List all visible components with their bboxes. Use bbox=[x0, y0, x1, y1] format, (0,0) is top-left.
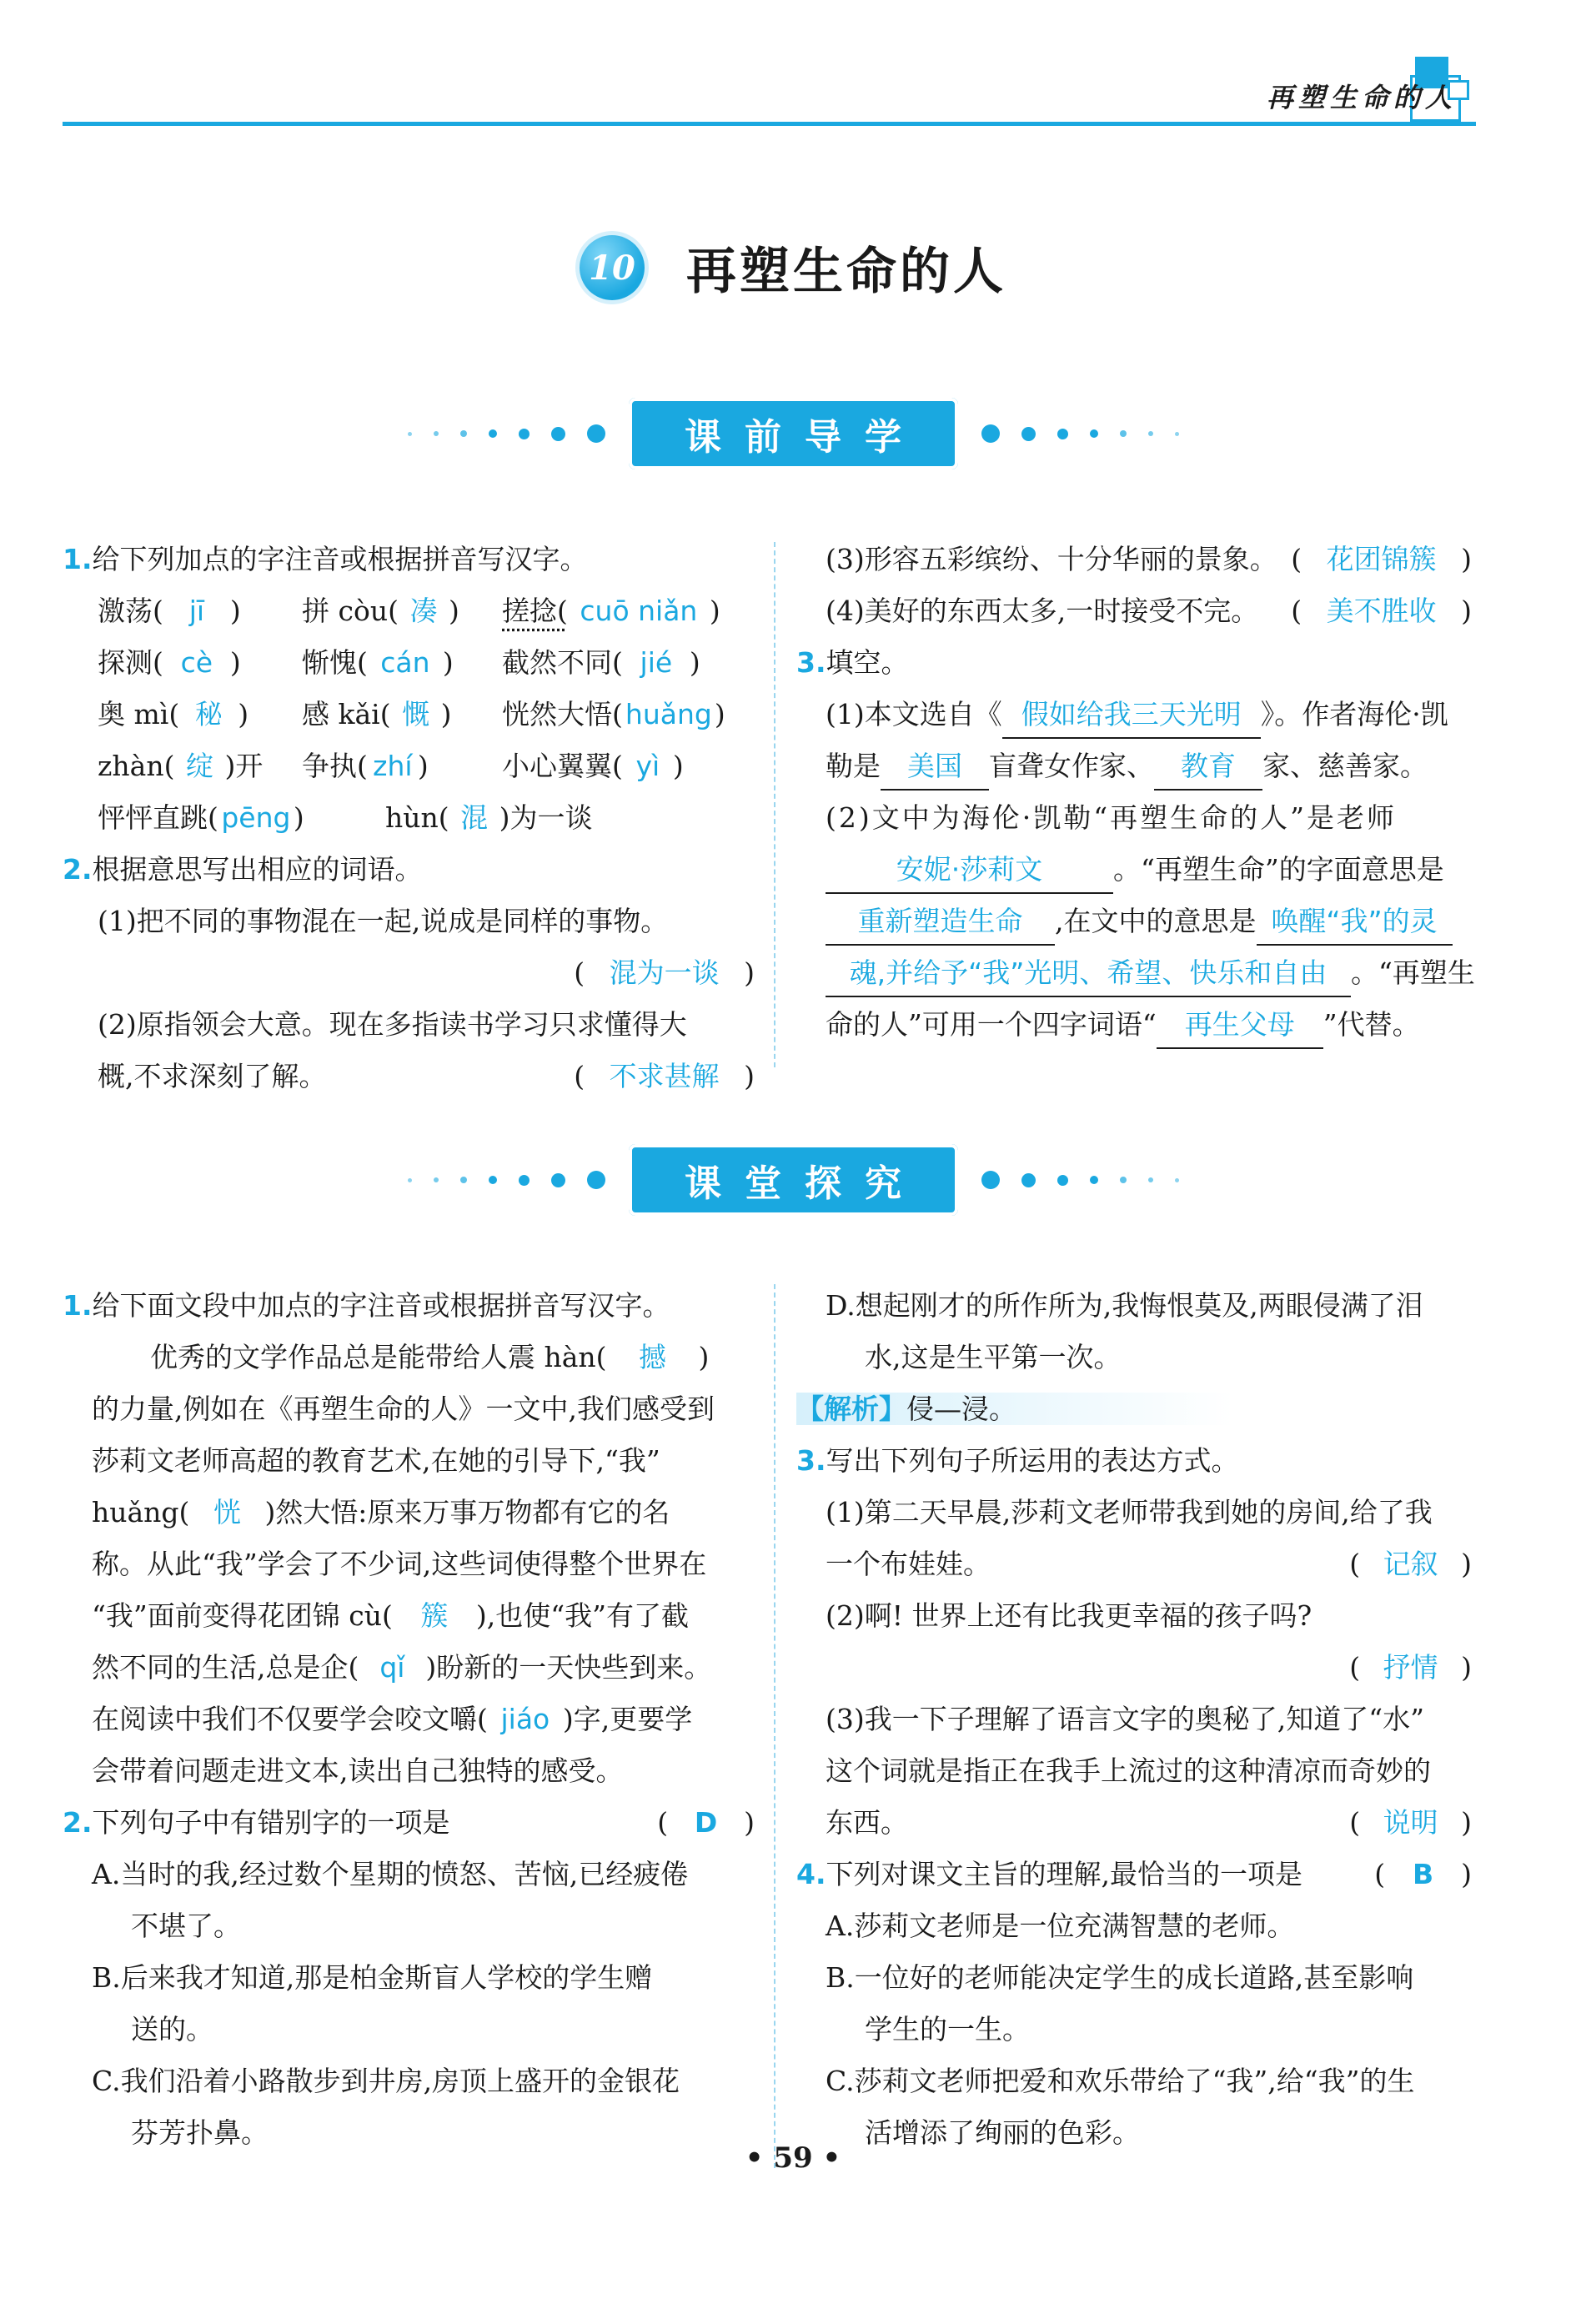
pre-q3-line4: 安妮·莎莉文 。“再塑生命”的字面意思是 bbox=[796, 844, 1472, 896]
pre-q1-row1: 激荡( jī ) 拼 còu( 凑 ) 搓捻( cuō niǎn ) bbox=[98, 595, 720, 627]
pre-q3-line6: 魂,并给予“我”光明、希望、快乐和自由 。“再塑生 bbox=[796, 947, 1472, 999]
pre-left-column bbox=[63, 534, 755, 1102]
pre-q2-item1: (1)把不同的事物混在一起,说成是同样的事物。 bbox=[98, 905, 669, 937]
banner-dots-left-2 bbox=[408, 1171, 605, 1189]
pre-q3-line2: 勒是 美国 盲聋女作家、 教育 家、慈善家。 bbox=[796, 740, 1472, 792]
section-title-class: 课堂探究 bbox=[629, 1144, 958, 1216]
running-title: 再塑生命的人 bbox=[1266, 82, 1457, 113]
class-q1-line7: 然不同的生活,总是企( qǐ )盼新的一天快些到来。 bbox=[92, 1651, 712, 1684]
banner-dots-left bbox=[408, 424, 605, 443]
pre-q2-answer1: ( 混为一谈 ) bbox=[574, 956, 755, 989]
lesson-title: 再塑生命的人 bbox=[686, 243, 1006, 301]
lesson-number-badge: 10 bbox=[580, 235, 645, 300]
class-q2-optB2: 送的。 bbox=[131, 2013, 213, 2045]
pre-q1-row4: zhàn( 绽 )开 争执( zhí ) 小心翼翼( yì ) bbox=[98, 750, 684, 782]
class-q2-optC2: 芬芳扑鼻。 bbox=[131, 2116, 269, 2149]
class-q3-s3c: 东西。 ( 说明 ) bbox=[826, 1806, 1472, 1839]
class-q1-line2: 的力量,例如在《再塑生命的人》一文中,我们感受到 bbox=[92, 1393, 715, 1425]
pre-q3-line3: (2)文中为海伦·凯勒“再塑生命的人”是老师 bbox=[826, 801, 1397, 834]
class-q1-line4: huǎng( 恍 )然大悟:原来万事万物都有它的名 bbox=[92, 1496, 670, 1528]
pre-q1-stem: 1.给下列加点的字注音或根据拼音写汉字。 bbox=[63, 543, 588, 575]
class-q3-s3b: 这个词就是指正在我手上流过的这种清凉而奇妙的 bbox=[826, 1754, 1431, 1787]
pre-q3-stem: 3.填空。 bbox=[796, 646, 909, 679]
class-q3-s3a: (3)我一下子理解了语言文字的奥秘了,知道了“水” bbox=[826, 1703, 1424, 1735]
class-q2-optD1: D.想起刚才的所作所为,我悔恨莫及,两眼侵满了泪 bbox=[826, 1289, 1423, 1322]
class-q3-stem: 3.写出下列句子所运用的表达方式。 bbox=[796, 1444, 1239, 1477]
lesson-heading bbox=[0, 232, 1586, 304]
column-divider-top bbox=[774, 542, 775, 1067]
class-q2-optA1: A.当时的我,经过数个星期的愤怒、苦恼,已经疲倦 bbox=[92, 1858, 689, 1890]
section-title-pre: 课前导学 bbox=[629, 398, 958, 469]
section-banner-class bbox=[0, 1144, 1586, 1216]
pre-q2-item2a: (2)原指领会大意。现在多指读书学习只求懂得大 bbox=[98, 1008, 687, 1041]
pre-q1-row5: 怦怦直跳( pēng ) hùn( 混 )为一谈 bbox=[98, 801, 593, 834]
class-q2-optD2: 水,这是生平第一次。 bbox=[865, 1341, 1122, 1373]
pre-q2-item3: (3)形容五彩缤纷、十分华丽的景象。 ( 花团锦簇 ) bbox=[826, 543, 1472, 575]
class-q4-optC2: 活增添了绚丽的色彩。 bbox=[865, 2116, 1140, 2149]
class-q4-optB1: B.一位好的老师能决定学生的成长道路,甚至影响 bbox=[826, 1961, 1414, 1994]
class-q3-s1a: (1)第二天早晨,莎莉文老师带我到她的房间,给了我 bbox=[826, 1496, 1433, 1528]
pre-q3-line5: 重新塑造生命 ,在文中的意思是 唤醒“我”的灵 bbox=[796, 896, 1472, 947]
class-q2-optA2: 不堪了。 bbox=[131, 1910, 241, 1942]
class-q1-line6: “我”面前变得花团锦 cù( 簇 ),也使“我”有了截 bbox=[92, 1599, 689, 1632]
class-q4-optC1: C.莎莉文老师把爱和欢乐带给了“我”,给“我”的生 bbox=[826, 2065, 1415, 2097]
class-right-column bbox=[796, 1280, 1472, 2159]
pre-q1-row2: 探测( cè ) 惭愧( cán ) 截然不同( jié ) bbox=[98, 646, 700, 679]
class-q2-analysis: 【解析】侵—浸。 bbox=[796, 1383, 1472, 1435]
pre-q3-line1: (1)本文选自《 假如给我三天光明 》。作者海伦·凯 bbox=[796, 689, 1472, 740]
pre-q3-line7: 命的人”可用一个四字词语“ 再生父母 ”代替。 bbox=[796, 999, 1472, 1051]
pre-q2-stem: 2.根据意思写出相应的词语。 bbox=[63, 853, 423, 886]
class-q3-s2: (2)啊! 世界上还有比我更幸福的孩子吗? bbox=[826, 1599, 1312, 1632]
class-q4-optA: A.莎莉文老师是一位充满智慧的老师。 bbox=[826, 1910, 1295, 1942]
class-q1-line9: 会带着问题走进文本,读出自己独特的感受。 bbox=[92, 1754, 624, 1787]
class-q2-optB1: B.后来我才知道,那是柏金斯盲人学校的学生赠 bbox=[92, 1961, 653, 1994]
class-q1-stem: 1.给下面文段中加点的字注音或根据拼音写汉字。 bbox=[63, 1289, 670, 1322]
class-q2-optC1: C.我们沿着小路散步到井房,房顶上盛开的金银花 bbox=[92, 2065, 680, 2097]
class-q1-line1: 优秀的文学作品总是能带给人震 hàn( 撼 ) bbox=[150, 1341, 710, 1373]
page-number: • 59 • bbox=[745, 2141, 841, 2175]
class-q1-line8: 在阅读中我们不仅要学会咬文嚼( jiáo )字,更要学 bbox=[92, 1703, 693, 1735]
class-q4-stem: 4.下列对课文主旨的理解,最恰当的一项是 ( B ) bbox=[796, 1858, 1472, 1890]
class-q2-stem: 2.下列句子中有错别字的一项是 ( D ) bbox=[63, 1806, 755, 1839]
header-rule bbox=[63, 122, 1476, 126]
banner-dots-right bbox=[981, 424, 1179, 443]
class-q1-line3: 莎莉文老师高超的教育艺术,在她的引导下,“我” bbox=[92, 1444, 660, 1477]
column-divider-bottom bbox=[774, 1284, 775, 2168]
class-q3-s1b: 一个布娃娃。 ( 记叙 ) bbox=[826, 1548, 1472, 1580]
pre-q2-item4: (4)美好的东西太多,一时接受不完。 ( 美不胜收 ) bbox=[826, 595, 1472, 627]
class-q3-answer2: ( 抒情 ) bbox=[1349, 1651, 1472, 1684]
pre-right-column bbox=[796, 534, 1475, 1051]
section-banner-pre bbox=[0, 398, 1586, 469]
banner-dots-right-2 bbox=[981, 1171, 1179, 1189]
class-q1-line5: 称。从此“我”学会了不少词,这些词使得整个世界在 bbox=[92, 1548, 707, 1580]
class-left-column bbox=[63, 1280, 755, 2159]
class-q4-optB2: 学生的一生。 bbox=[865, 2013, 1030, 2045]
pre-q2-item2b: 概,不求深刻了解。 ( 不求甚解 ) bbox=[98, 1060, 755, 1092]
pre-q1-row3: 奥 mì( 秘 ) 感 kǎi( 慨 ) 恍然大悟(huǎng) bbox=[98, 698, 725, 730]
